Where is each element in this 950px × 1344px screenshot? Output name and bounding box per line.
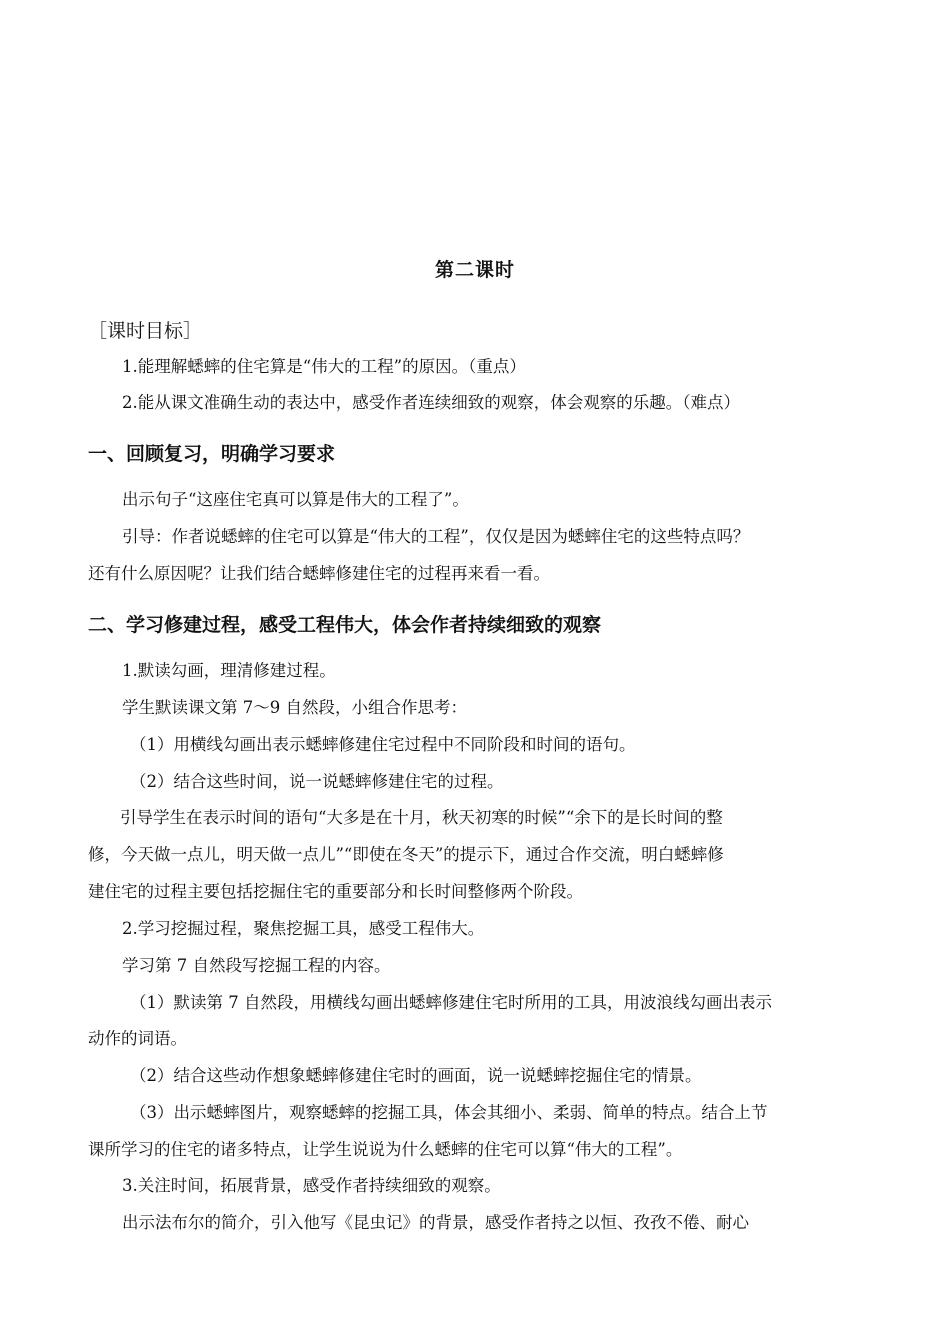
paragraph-line: 2.学习挖掘过程，聚焦挖掘工具，感受工程伟大。 bbox=[122, 919, 485, 938]
paragraph-line: 还有什么原因呢？让我们结合蟋蟀修建住宅的过程再来看一看。 bbox=[88, 564, 550, 583]
paragraph-line: （2）结合这些时间，说一说蟋蟀修建住宅的过程。 bbox=[130, 772, 504, 791]
paragraph-line: 学生默读课文第 7～9 自然段，小组合作思考： bbox=[122, 698, 467, 717]
paragraph-line: 动作的词语。 bbox=[88, 1029, 187, 1048]
paragraph-line: 出示法布尔的简介，引入他写《昆虫记》的背景，感受作者持之以恒、孜孜不倦、耐心 bbox=[122, 1213, 749, 1232]
paragraph-line: 3.关注时间，拓展背景，感受作者持续细致的观察。 bbox=[122, 1176, 501, 1195]
paragraph-line: 学习第 7 自然段写挖掘工程的内容。 bbox=[122, 956, 391, 975]
section-heading: 二、学习修建过程，感受工程伟大，体会作者持续细致的观察 bbox=[88, 614, 602, 636]
paragraph-line: （1）用横线勾画出表示蟋蟀修建住宅过程中不同阶段和时间的语句。 bbox=[130, 735, 636, 754]
lesson-title: 第二课时 bbox=[434, 259, 515, 281]
paragraph-line: 出示句子“这座住宅真可以算是伟大的工程了”。 bbox=[122, 490, 469, 509]
paragraph-line: 课所学习的住宅的诸多特点，让学生说说为什么蟋蟀的住宅可以算“伟大的工程”。 bbox=[88, 1140, 683, 1159]
paragraph-line: （1）默读第 7 自然段，用横线勾画出蟋蟀修建住宅时所用的工具，用波浪线勾画出表示 bbox=[130, 993, 772, 1012]
objectives-heading: ［课时目标］ bbox=[88, 320, 203, 342]
paragraph-line: （3）出示蟋蟀图片，观察蟋蟀的挖掘工具，体会其细小、柔弱、简单的特点。结合上节 bbox=[130, 1103, 768, 1122]
objective-item: 1.能理解蟋蟀的住宅算是“伟大的工程”的原因。（重点） bbox=[122, 357, 526, 376]
paragraph-line: 1.默读勾画，理清修建过程。 bbox=[122, 661, 336, 680]
paragraph-line: 建住宅的过程主要包括挖掘住宅的重要部分和长时间整修两个阶段。 bbox=[88, 882, 583, 901]
paragraph-line: （2）结合这些动作想象蟋蟀修建住宅时的画面，说一说蟋蟀挖掘住宅的情景。 bbox=[130, 1066, 702, 1085]
objective-item: 2.能从课文准确生动的表达中，感受作者连续细致的观察，体会观察的乐趣。（难点） bbox=[122, 393, 740, 412]
section-heading: 一、回顾复习，明确学习要求 bbox=[88, 443, 336, 465]
paragraph-line: 引导：作者说蟋蟀的住宅可以算是“伟大的工程”，仅仅是因为蟋蟀住宅的这些特点吗？ bbox=[122, 527, 750, 546]
paragraph-line: 修，今天做一点儿，明天做一点儿”“即使在冬天”的提示下，通过合作交流，明白蟋蟀修 bbox=[88, 845, 724, 864]
paragraph-line: 引导学生在表示时间的语句“大多是在十月，秋天初寒的时候”“余下的是长时间的整 bbox=[120, 808, 723, 827]
